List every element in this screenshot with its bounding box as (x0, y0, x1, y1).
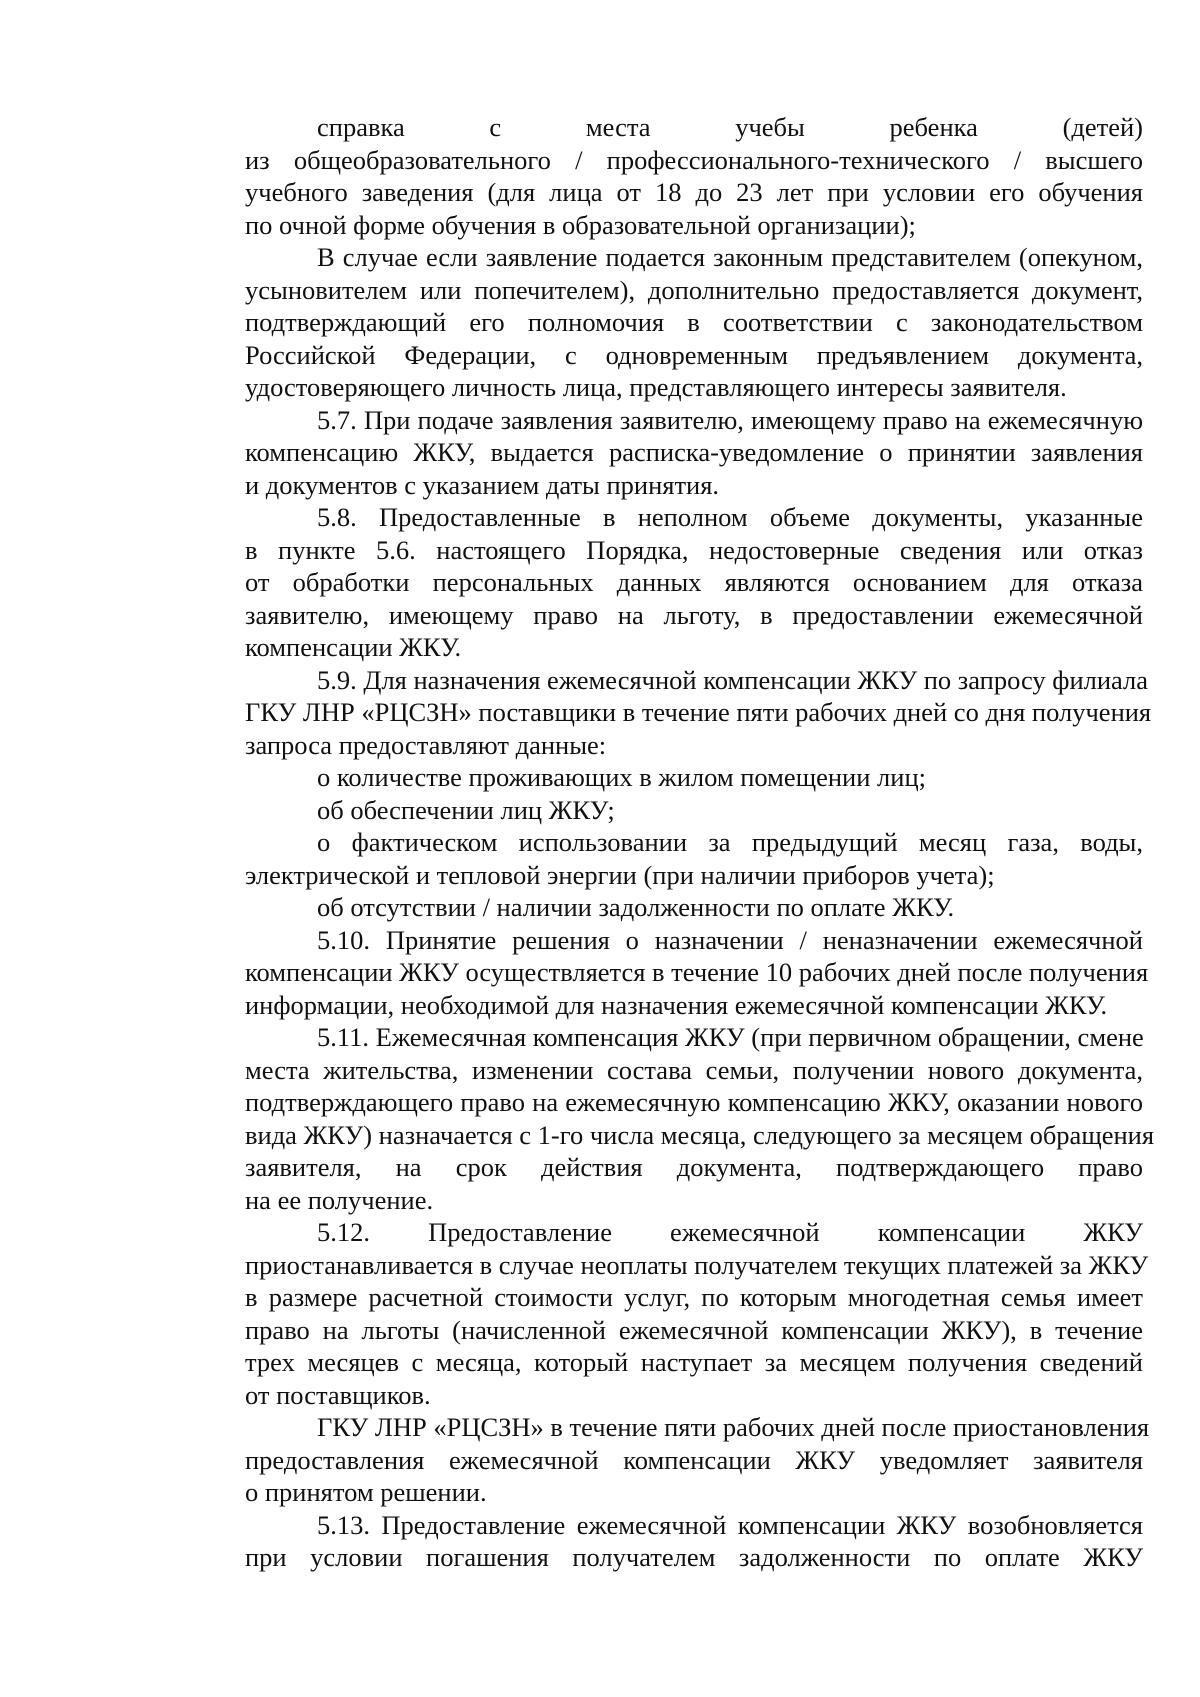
text-line: электрической и тепловой энергии (при наличии приборов учета); (245, 859, 995, 890)
text-line: удостоверяющего личность лица, представляющего интересы заявителя. (245, 372, 1067, 402)
text-line: трех месяцев с месяца, который наступает за месяцем получения сведений (245, 1347, 1143, 1377)
text-line: право на льготы (начисленной ежемесячной компенсации ЖКУ), в течение (245, 1314, 1143, 1345)
text-line: справка с места учебы ребенка (детей) (317, 112, 1143, 142)
text-line: 5.10. Принятие решения о назначении / неназначении ежемесячной (317, 924, 1143, 955)
paragraph (173, 1411, 1150, 1509)
text-line: вида ЖКУ) назначается с 1-го числа месяца, следующего за месяцем обращения (245, 1119, 1155, 1150)
text-line: при условии погашения получателем задолженности по оплате ЖКУ (245, 1542, 1143, 1572)
paragraph (173, 826, 1143, 891)
text-line: 5.9. Для назначения ежемесячной компенсации ЖКУ по запросу филиала (317, 664, 1149, 695)
paragraph (173, 794, 1143, 827)
text-line: учебного заведения (для лица от 18 до 23 лет при условии его обучения (245, 177, 1143, 207)
paragraph (173, 1509, 1143, 1574)
text-line: о принятом решении. (245, 1477, 487, 1507)
text-line: ГКУ ЛНР «РЦСЗН» в течение пяти рабочих дней после приостановления (317, 1412, 1150, 1442)
text-line: заявителю, имеющему право на льготу, в предоставлении ежемесячной (245, 599, 1143, 630)
text-line: по очной форме обучения в образовательной организации); (245, 209, 916, 240)
paragraph (173, 501, 1143, 664)
text-line: запроса предоставляют данные: (245, 729, 607, 760)
text-line: компенсации ЖКУ. (245, 632, 462, 662)
paragraph (173, 111, 1143, 241)
paragraph (173, 664, 1152, 762)
text-line: 5.11. Ежемесячная компенсация ЖКУ (при первичном обращении, смене (317, 1022, 1144, 1052)
paragraph (173, 924, 1149, 1022)
text-line: предоставления ежемесячной компенсации ЖКУ уведомляет заявителя (245, 1444, 1143, 1475)
text-line: места жительства, изменении состава семьи, получении нового документа, (245, 1054, 1143, 1085)
text-line: о фактическом использовании за предыдущий месяц газа, воды, (317, 827, 1143, 857)
text-line: приостанавливается в случае неоплаты получателем текущих платежей за ЖКУ (245, 1249, 1149, 1280)
text-line: подтверждающего право на ежемесячную компенсацию ЖКУ, оказании нового (245, 1087, 1143, 1117)
paragraph (173, 241, 1143, 404)
text-line: 5.13. Предоставление ежемесячной компенсации ЖКУ возобновляется (317, 1509, 1143, 1540)
text-line: в размере расчетной стоимости услуг, по которым многодетная семья имеет (245, 1282, 1143, 1312)
text-line: об отсутствии / наличии задолженности по оплате ЖКУ. (317, 892, 955, 922)
text-line: подтверждающий его полномочия в соответствии с законодательством (245, 307, 1143, 337)
text-line: о количестве проживающих в жилом помещении лиц; (317, 762, 926, 792)
text-line: из общеобразовательного / профессионального-технического / высшего (245, 144, 1143, 175)
text-line: усыновителем или попечителем), дополнительно предоставляется документ, (245, 274, 1143, 305)
text-line: и документов с указанием даты принятия. (245, 469, 720, 500)
text-line: 5.7. При подаче заявления заявителю, имеющему право на ежемесячную (317, 404, 1143, 435)
paragraph (173, 404, 1143, 502)
text-line: информации, необходимой для назначения ежемесячной компенсации ЖКУ. (245, 989, 1108, 1020)
text-line: Российской Федерации, с одновременным предъявлением документа, (245, 339, 1143, 370)
paragraph (173, 891, 1143, 924)
text-line: об обеспечении лиц ЖКУ; (317, 794, 615, 825)
text-line: заявителя, на срок действия документа, подтверждающего право (245, 1152, 1143, 1182)
text-line: от обработки персональных данных являются основанием для отказа (245, 567, 1143, 597)
paragraph (173, 761, 1143, 794)
text-line: компенсацию ЖКУ, выдается расписка-уведомление о принятии заявления (245, 437, 1143, 467)
text-line: В случае если заявление подается законным представителем (опекуном, (317, 242, 1143, 272)
text-line: на ее получение. (245, 1184, 434, 1215)
text-line: в пункте 5.6. настоящего Порядка, недостоверные сведения или отказ (245, 534, 1143, 565)
text-line: 5.12. Предоставление ежемесячной компенсации ЖКУ (317, 1217, 1143, 1247)
text-line: компенсации ЖКУ осуществляется в течение 10 рабочих дней после получения (245, 957, 1149, 987)
text-line: ГКУ ЛНР «РЦСЗН» поставщики в течение пяти рабочих дней со дня получения (245, 697, 1152, 727)
text-line: от поставщиков. (245, 1379, 431, 1410)
paragraph (173, 1216, 1149, 1411)
paragraph (173, 1021, 1155, 1216)
document-body (173, 111, 1155, 1574)
text-line: 5.8. Предоставленные в неполном объеме документы, указанные (317, 502, 1143, 532)
